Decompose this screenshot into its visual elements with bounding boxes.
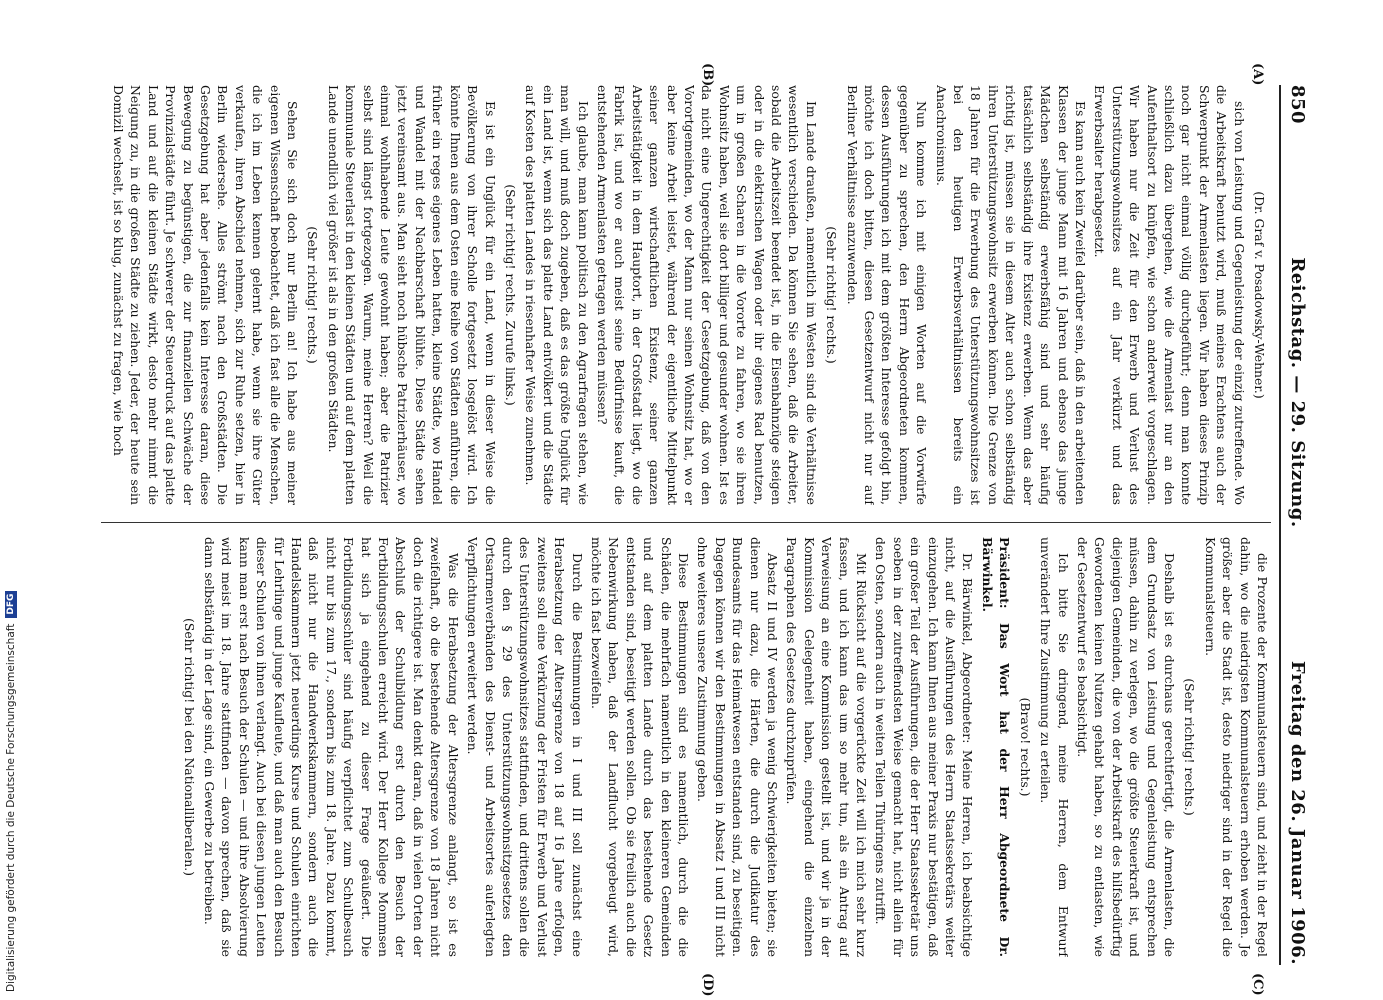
paragraph: Nun komme ich mit einigen Worten auf die Vorwürfe gegenüber zu sprechen, den Herrn Abgeordneten kommen, dessen Ausführungen ich mit dem größten Interesse gefolgt bin, möchte ich doch bitten, diesen Gesetzentwurf nicht nur auf Berliner Verhältnisse anzuwenden.: [844, 85, 930, 505]
paragraph: Dr. Bärwinkel, Abgeordneter: Meine Herren, ich beabsichtige nicht, auf die Ausführungen des Herrn Staatssekretärs weiter einzugehen. Ich kann Ihnen aus meiner Praxis nur bestätigen, daß ein großer Teil der Ausführungen, die der Herr Staatssekretär uns soeben in der zutreffendsten Weise gemacht hat, nicht allein für den Osten, sondern auch in weiten Teilen Thüringens zutrifft.: [873, 537, 976, 957]
paragraph: Es kann auch kein Zweifel darüber sein, daß in den arbeitenden Klassen der junge Mann mit 16 Jahren und ebenso das junge Mädchen selbständig erwerbsfähig sind und sehr häufig tatsächlich selbständig ihre Existenz erwerben. Wenn das aber richtig ist, müssen sie in diesem Alter auch schon selbständig ihren Unterstützungswohnsitz erwerben können. Die Grenze von 18 Jahren für die Erwerbung des Unterstützungswohnsitzes ist bei den heutigen Erwerbsverhältnissen bereits ein Anachronismus.: [933, 85, 1088, 505]
dfg-logo: DFG: [5, 591, 17, 618]
page-header: [1279, 85, 1315, 965]
interjection: (Sehr richtig! bei den Nationalliberalen.): [181, 618, 197, 876]
page-title: Reichstag. — 29. Sitzung.: [1287, 257, 1309, 528]
paragraph: Diese Bestimmungen sind es namentlich, durch die die Schäden, die mehrfach namentlich in den kleineren Gemeinden und auf dem platten Lande durch das bestehende Gesetz entstanden sind, beseitigt werden sollen. Ob sie freilich auch die Nebenwirkung haben, daß der Landflucht vorgebeugt wird, möchte ich fast bezweifeln.: [588, 537, 691, 957]
interjection: (Bravo! rechts.): [1017, 697, 1033, 797]
page-date: Freitag den 26. Januar 1906.: [1287, 660, 1309, 965]
paragraph: Ich glaube, man kann politisch zu den Agrarfragen stehen, wie man will, und muß doch zugeben, daß es das größte Unglück für ein Land ist, wenn sich das platte Land entvölkert und die Städte auf Kosten des platten Landes in riesenhafter Weise zunehmen.: [523, 85, 591, 505]
paragraph: Mit Rücksicht auf die vorgerückte Zeit will ich mich sehr kurz fassen, und ich kann das um so mehr tun, als ein Antrag auf Verweisung an eine Kommission gestellt ist, und wir ja in der Kommission Gelegenheit haben, eingehend die einzelnen Paragraphen des Gesetzes durchzuprüfen.: [784, 537, 870, 957]
right-column: [101, 537, 1271, 957]
paragraph: Absatz II und IV werden ja wenig Schwierigkeiten bieten; sie dienen nur dazu, die Härten, die durch die Judikatur des Bundesamts für das Heimatwesen entstanden sind, zu beseitigen. Dagegen können wir den Bestimmungen in Absatz I und III nicht ohne weiteres unsere Zustimmung geben.: [695, 537, 781, 957]
marker-d: (D): [700, 973, 715, 997]
interjection: (Sehr richtig! rechts.): [1182, 678, 1198, 816]
column-divider: [101, 522, 1271, 523]
paragraph: Was die Herabsetzung der Altersgrenze anlangt, so ist es zweifelhaft, ob die bestehende Altersgrenze von 18 Jahren nicht doch die richtigere ist. Man denkt daran, daß in vielen Orten der Abschluß der Schulbildung erst durch den Besuch der Fortbildungsschulen erreicht wird. Der Herr Kollege Mommsen hat sich ja eingehend zu dieser Frage geäußert. Die Fortbildungsschüler sind häufig verpflichtet zum Schulbesuch nicht nur bis zum 17., sondern bis zum 18. Jahre. Dazu kommt, daß nicht nur die Handwerkskammern, sondern auch die Handelskammern jetzt neuerdings Kurse und Schulen einrichten für Lehrlinge und junge Kaufleute, und daß man auch den Besuch dieser Schulen von ihnen verlangt. Auch bei diesen jungen Leuten kann man erst nach Besuch der Schulen — und ihre Absolvierung wird meist im 18. Jahre stattfinden — davon sprechen, daß sie dann selbständig in der Lage sind, ein Gewerbe zu betreiben.: [202, 537, 461, 957]
paragraph: sich von Leistung und Gegenleistung der einzig zutreffende. Wo die Arbeitskraft benutzt wird, muß meines Erachtens auch der Schwerpunkt der Armenlasten liegen. Wir haben dieses Prinzip noch gar nicht einmal völlig durchgeführt; denn man konnte schließlich dazu übergehen, wie die Armenlast nur an den Aufenthaltsort zu knüpfen, wie schon anderweit vorgeschlagen. Wir haben nur die Zeit für den Erwerb und Verlust des Unterstützungswohnsitzes auf ein Jahr verkürzt und das Erwerbsalter herabgesetzt.: [1092, 85, 1247, 505]
paragraph: Es ist ein Unglück für ein Land, wenn in dieser Weise die Bevölkerung von ihrer Scholle fortgesetzt losgelöst wird. Ich könnte Ihnen aus dem Osten eine Reihe von Städten anführen, die früher ein reges eigenes Leben hatten, kleine Städte, wo Handel und Wandel mit der Nachbarschaft blühte. Diese Städte sehen jetzt vereinsamt aus. Man sieht noch hübsche Patrizierhäuser, wo einmal wohlhabende Leute gewohnt haben; aber die Patrizier selbst sind längst fortgezogen. Warum, meine Herren? Weil die kommunale Steuerlast in den kleinen Städten und auf dem platten Lande unendlich viel größer ist als in den großen Städten.: [325, 85, 498, 505]
left-column: [101, 85, 1271, 505]
interjection: (Sehr richtig! rechts.): [824, 226, 840, 364]
speaker-line: Präsident: Das Wort hat der Herr Abgeordnete Dr. Bärwinkel.: [979, 537, 1013, 957]
paragraph: Sehen Sie sich doch nur Berlin an! Ich habe aus meiner eigenen Wissenschaft beobachtet, daß ich fast alle die Menschen, die ich im Leben kennen gelernt habe, wenn sie ihre Güter verkaufen, ihren Abschied nehmen, sich zur Ruhe setzen, hier in Berlin wiedersehe. Alles strömt nach den Großstädten. Die Gesetzgebung hat aber jedenfalls kein Interesse daran, diese Bewegung zu begünstigen, die zur finanziellen Schwäche der Provinzialstädte führt. Je schwerer der Steuerdruck auf das platte Land und auf die kleinen Städte wirkt, desto mehr nimmt die Neigung zu, in die großen Städte zu ziehen. Jeder, der heute sein Domizil wechselt, ist so klug, zunächst zu fragen, wie hoch: [111, 85, 301, 505]
paragraph: Im Lande draußen, namentlich im Westen sind die Verhältnisse wesentlich verschieden. Da können Sie sehen, daß die Arbeiter, sobald die Arbeitszeit beendet ist, in die Eisenbahnzüge steigen oder in die elektrischen Wagen oder ihr eigenes Rad benutzen, um in großen Scharen in die Vororte zu fahren, wo sie ihren Wohnsitz haben, weil sie dort billiger und gesunder wohnen. Ist es da nicht eine Ungerechtigkeit der Gesetzgebung, daß von den Vorortgemeinden, wo der Mann nur seinen Wohnsitz hat, wo er aber keine Arbeit leistet, während der eigentliche Mittelpunkt seiner ganzen wirtschaftlichen Existenz, seiner ganzen Arbeitstätigkeit in dem Hauptort, in der Großstadt liegt, wo die Fabrik ist, und wo er auch meist seine Bedürfnisse kauft, die entstehenden Armenlasten getragen werden müssen?: [594, 85, 819, 505]
marker-a: (A): [1250, 63, 1265, 86]
marker-b: (B): [700, 63, 715, 87]
interjection: (Dr. Graf v. Posadowsky-Wehner.): [1252, 191, 1267, 399]
interjection: (Sehr richtig! rechts.): [305, 226, 321, 364]
paragraph: Deshalb ist es durchaus gerechtfertigt, die Armenlasten, die dem Grundsatz von Leistung und Gegenleistung entsprechen müssen, dahin zu verlegen, wo die größte Steuerkraft ist, und diejenigen Gemeinden, die von der Arbeitskraft des hilfsbedürftig Gewordenen keinen Nutzen gehabt haben, so zu entlasten, wie der Gesetzentwurf es beabsichtigt.: [1074, 537, 1177, 957]
paragraph: Durch die Bestimmungen in I und III soll zunächst eine Herabsetzung der Altersgrenze von 18 auf 16 Jahre erfolgen, zweitens soll eine Verkürzung der Fristen für Erwerb und Verlust des Unterstützungswohnsitzes stattfinden, und drittens sollen die durch den § 29 des Unterstützungswohnsitzgesetzes den Ortsarmenverbänden des Dienst- und Arbeitsortes auferlegten Verpflichtungen erweitert werden.: [465, 537, 585, 957]
digitization-credit: [2, 0, 20, 1000]
page-number: 850: [1287, 85, 1309, 125]
interjection: (Sehr richtig! rechts. Zurufe links.): [502, 184, 518, 406]
marker-c: (C): [1250, 973, 1265, 996]
paragraph: die Prozente der Kommunalsteuern sind, und zieht in der Regel dahin, wo die niedrigsten Kommunalsteuern erhoben werden. Je größer aber die Stadt ist, desto niedriger sind in der Regel die Kommunalsteuern.: [1202, 537, 1270, 957]
credit-text: Digitalisierung gefördert durch die Deutsche Forschungsgemeinschaft: [5, 623, 17, 992]
document-page: [85, 63, 1315, 997]
paragraph: Ich bitte Sie dringend, meine Herren, dem Entwurf unverändert Ihre Zustimmung zu erteilen.: [1038, 537, 1071, 957]
